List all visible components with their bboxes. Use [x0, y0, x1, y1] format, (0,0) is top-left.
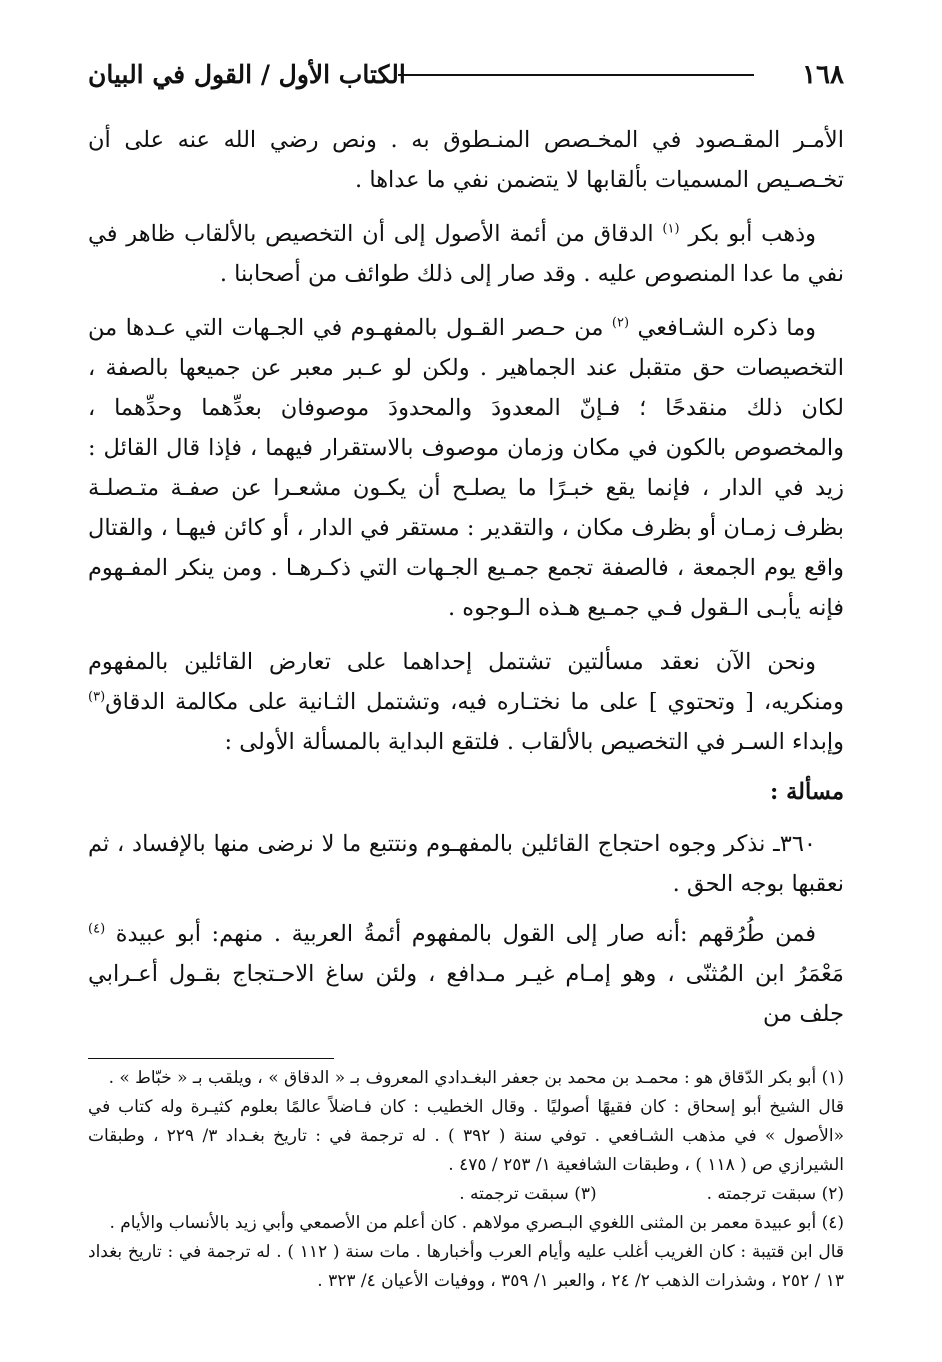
header-rule [398, 74, 754, 76]
paragraph-4-text-b: وإبداء السـر في التخصيص بالألقاب . فلتقع البداية بالمسألة الأولى : [224, 729, 844, 755]
paragraph-1: الأمـر المقـصود في المخـصص المنـطوق به . ونص رضي الله عنه على أن تخـصـيص المسميات بألقابها لا يتضمن نفي ما عداها . [88, 127, 844, 193]
paragraph-4 [88, 642, 844, 762]
footnote-ref-2[interactable]: (٢) [611, 315, 630, 331]
footnotes-2-3 [88, 1180, 844, 1209]
section-heading: مسألة : [769, 779, 844, 805]
footnote-4-line-2: قال ابن قتيبة : كان الغريب أغلب عليه وأيام العرب وأخبارها . مات سنة ( ١١٢ ) . له ترجمة في : تاريخ بغداد ١٣ / ٢٥٢ ، وشذرات الذهب ٢/ ٢٤ ، والعبر ١/ ٣٥٩ ، ووفيات الأعيان ٤/ ٣٢٣ . [88, 1242, 845, 1291]
footnote-3: (٣) سبقت ترجمته . [459, 1184, 597, 1204]
paragraph-6-text-b: مَعْمَرُ ابن المُثنّى ، وهو إمـام غيـر مـدافع ، ولئن ساغ الاحـتجاج بقـول أعـرابي جلف من [88, 961, 844, 1027]
paragraph-5: ٣٦٠ـ نذكر وجوه احتجاج القائلين بالمفهـوم ونتتبع ما لا نرضى منها بالإفساد ، ثم نعقبها بوجه الحق . [88, 831, 844, 897]
main-text [88, 120, 844, 1048]
footnote-ref-4[interactable]: (٤) [88, 921, 106, 937]
footnote-1-line-1: (١) أبو بكر الدّقاق هو : محمـد بن محمد بن جعفر البغـدادي المعروف بـ « الدقاق » ، ويلقب بـ « خبّاط » . [108, 1068, 844, 1088]
footnote-rule [88, 1058, 334, 1059]
footnotes [88, 1064, 844, 1296]
footnote-4-line-1: (٤) أبو عبيدة معمر بن المثنى اللغوي البـصري مولاهم . كان أعلم من الأصمعي وأبي زيد بالأنساب والأيام . [109, 1213, 844, 1233]
paragraph-2 [88, 214, 844, 294]
page-number: ١٦٨ [802, 60, 844, 90]
paragraph-3-text-b: من حـصر القـول بالمفهـوم في الجـهات التي عـدها من التخصيصات حق متقبل عند الجماهير . ولكن لو عـبر معبر عن جميعها بالصفة ، لكان ذلك منقدحًا ؛ فـإنّ المعدودَ والمحدودَ موصوفان بعدِّهما وحدِّهما ، والمخصوص بالكون في مكان وزمان موصوف بالاستقرار فيهما ، فإذا قال القائل : زيد في الدار ، فإنما يقع خبـرًا ما يصلـح أن يكـون مشعـرا عن صفـة متـصلـة بظرف زمـان أو بظرف مكان ، والتقدير : مستقر في الدار ، أو كائن فيهـا ، والقتال واقع يوم الجمعة ، فالصفة تجمع جمـيع الجـهات التي ذكـرهـا . ومن ينكر المفـهوم فإنه يأبـى الـقول فـي جمـيع هـذه الـوجوه . [88, 315, 844, 621]
paragraph-3 [88, 308, 844, 628]
paragraph-6-text-a: فمن طُرُقهم :أنه صار إلى القول بالمفهوم أئمةُ العربية . منهم: أبو عبيدة [105, 921, 816, 947]
paragraph-2-text-b: الدقاق من أئمة الأصول إلى أن التخصيص بالألقاب ظاهر في نفي ما عدا المنصوص عليه . وقد صار إلى ذلك طوائف من أصحابنا . [88, 221, 844, 287]
footnote-2: (٢) سبقت ترجمته . [706, 1184, 844, 1204]
footnote-1-line-2: قال الشيخ أبو إسحاق : كان فقيهًا أصوليًا . وقال الخطيب : كان فـاضلاً عالمًا بعلوم كثيـرة وله كتاب في «الأصول » في مذهب الشـافعي . توفي سنة ( ٣٩٢ ) . له ترجمة في : تاريخ بغـداد ٣/ ٢٢٩ ، وطبقات الشيرازي ص ( ١١٨ ) ، وطبقات الشافعية ١/ ٢٥٣ / ٤٧٥ . [88, 1097, 845, 1175]
paragraph-4-text-a: ونحن الآن نعقد مسألتين تشتمل إحداهما على تعارض القائلين بالمفهوم ومنكريه، [ وتحتوي ] على ما نختـاره فيه، وتشتمل الثـانية على مكالمة الدقاق [88, 649, 844, 715]
paragraph-6 [88, 914, 844, 1034]
paragraph-2-text-a: وذهب أبو بكر [679, 221, 816, 247]
footnote-ref-3[interactable]: (٣) [88, 689, 106, 705]
paragraph-3-text-a: وما ذكره الشـافعي [629, 315, 816, 341]
page-header [88, 55, 844, 95]
footnote-ref-1[interactable]: (١) [662, 221, 680, 237]
running-title: الكتاب الأول / القول في البيان [88, 60, 406, 89]
